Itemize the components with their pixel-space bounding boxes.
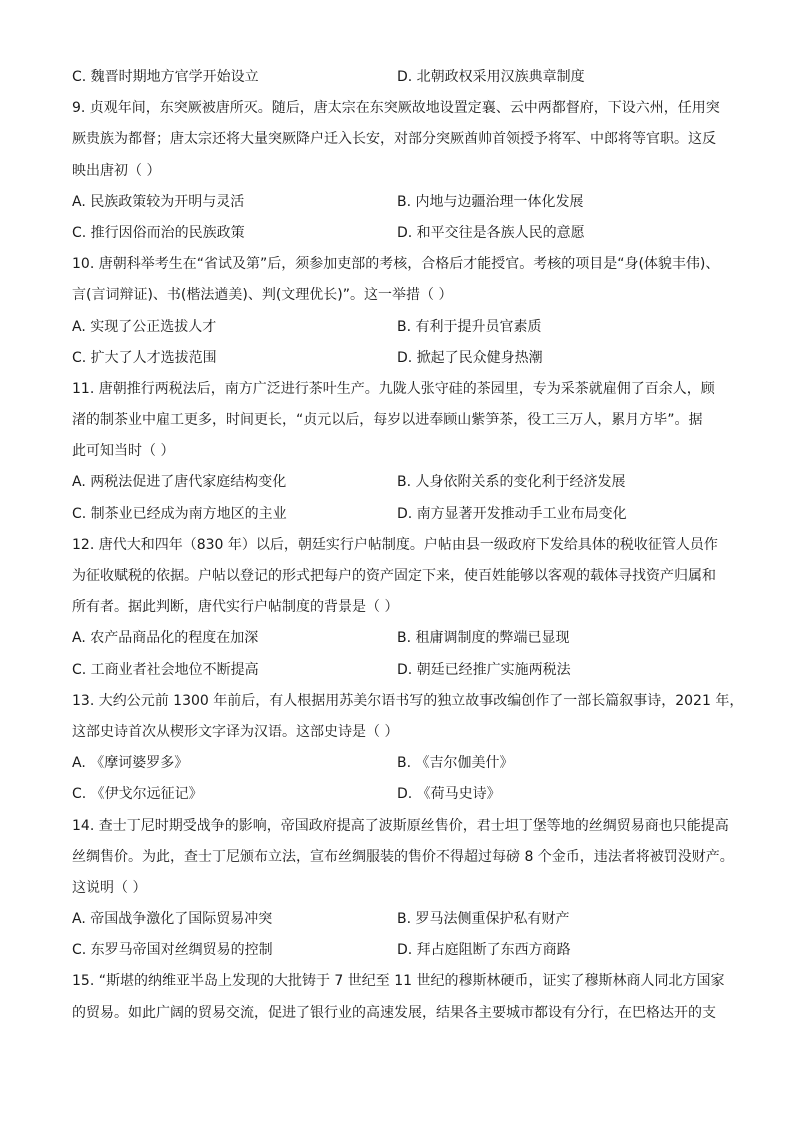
q13-option-c[interactable]: C. 《伊戈尔远征记》 (72, 786, 203, 803)
q8-option-d[interactable]: D. 北朝政权采用汉族典章制度 (397, 69, 585, 85)
q11-option-a[interactable]: A. 两税法促进了唐代家庭结构变化 (72, 474, 287, 491)
q13-options-row (72, 779, 722, 810)
q11-option-b[interactable]: B. 人身依附关系的变化利于经济发展 (397, 474, 626, 491)
q10-stem-line: 10. 唐朝科举考生在“省试及第”后，须参加吏部的考核，合格后才能授官。考核的项目是“身(体貌丰伟)、 (72, 256, 720, 273)
q10-option-d[interactable]: D. 掀起了民众健身热潮 (397, 349, 543, 366)
q12-stem-line: 为征收赋税的依据。户帖以登记的形式把每户的资产固定下来，使百姓能够以客观的载体寻找资产归属和 (72, 568, 716, 584)
q14-options-row (72, 935, 722, 966)
q11-stem-line: 渚的制茶业中雇工更多，时间更长，“贞元以后，每岁以进奉顾山紫笋茶，役工三万人，累月方毕”。据 (72, 412, 703, 429)
q9-stem-line: 厥贵族为都督；唐太宗还将大量突厥降户迁入长安，对部分突厥酋帅首领授予将军、中郎将等官职。这反 (72, 131, 716, 148)
q10-options-row (72, 343, 722, 374)
q10-stem-line: 言(言词辩证)、书(楷法遒美)、判(文理优长)”。这一举措（ ） (72, 287, 453, 304)
q10-option-a[interactable]: A. 实现了公正选拔人才 (72, 318, 217, 335)
q14-option-d[interactable]: D. 拜占庭阻断了东西方商路 (397, 942, 571, 959)
q14-stem-line: 14. 查士丁尼时期受战争的影响，帝国政府提高了波斯原丝售价，君士坦丁堡等地的丝绸贸易商也只能提高 (72, 817, 729, 834)
q14-stem-line: 这说明（ ） (72, 879, 147, 896)
q9-option-c[interactable]: C. 推行因俗而治的民族政策 (72, 224, 245, 241)
q9-option-a[interactable]: A. 民族政策较为开明与灵活 (72, 193, 245, 210)
q11-stem-line: 11. 唐朝推行两税法后，南方广泛进行茶叶生产。九陇人张守硅的茶园里，专为采茶就雇佣了百余人，顾 (72, 380, 715, 397)
q14-options-row (72, 904, 722, 935)
q12-option-b[interactable]: B. 租庸调制度的弊端已显现 (397, 630, 570, 647)
question-12 (72, 530, 722, 686)
q9-option-d[interactable]: D. 和平交往是各族人民的意愿 (397, 224, 585, 241)
q13-option-a[interactable]: A. 《摩诃婆罗多》 (72, 755, 189, 772)
q14-option-b[interactable]: B. 罗马法侧重保护私有财产 (397, 911, 570, 928)
q11-option-d[interactable]: D. 南方显著开发推动手工业布局变化 (397, 505, 627, 522)
q12-option-c[interactable]: C. 工商业者社会地位不断提高 (72, 661, 259, 678)
q13-stem-line: 这部史诗首次从楔形文字译为汉语。这部史诗是（ ） (72, 723, 399, 740)
q9-stem-line: 映出唐初（ ） (72, 162, 161, 179)
question-14 (72, 811, 734, 967)
q13-stem-line: 13. 大约公元前 1300 年前后，有人根据用苏美尔语书写的独立故事改编创作了一部长篇叙事诗，2021 年， (72, 692, 744, 709)
question-11 (72, 374, 722, 530)
q9-options-row (72, 187, 722, 218)
q12-stem-line: 所有者。据此判断，唐代实行户帖制度的背景是（ ） (72, 599, 399, 616)
q13-option-d[interactable]: D. 《荷马史诗》 (397, 786, 501, 803)
q11-options-row (72, 499, 722, 530)
q12-option-a[interactable]: A. 农产品商品化的程度在加深 (72, 630, 259, 647)
q14-stem-line: 丝绸售价。为此，查士丁尼颁布立法，宣布丝绸服装的售价不得超过每磅 8 个金币，违法者将被罚没财产。 (72, 848, 734, 865)
q11-option-c[interactable]: C. 制茶业已经成为南方地区的主业 (72, 505, 287, 522)
q15-stem-line: 15. “斯堪的纳维亚半岛上发现的大批铸于 7 世纪至 11 世纪的穆斯林硬币，证实了穆斯林商人同北方国家 (72, 973, 725, 990)
exam-page (72, 62, 744, 1029)
q10-options-row (72, 312, 722, 343)
q14-option-a[interactable]: A. 帝国战争激化了国际贸易冲突 (72, 911, 273, 928)
q13-options-row (72, 748, 722, 779)
q8-option-c[interactable]: C. 魏晋时期地方官学开始设立 (72, 69, 259, 85)
q10-option-b[interactable]: B. 有利于提升员官素质 (397, 318, 542, 335)
q13-option-b[interactable]: B. 《吉尔伽美什》 (397, 755, 514, 772)
question-13 (72, 686, 744, 811)
question-9 (72, 93, 722, 249)
q12-stem-line: 12. 唐代大和四年（830 年）以后，朝廷实行户帖制度。户帖由县一级政府下发给具体的税收征管人员作 (72, 536, 718, 553)
q9-option-b[interactable]: B. 内地与边疆治理一体化发展 (397, 193, 584, 210)
q11-options-row (72, 467, 722, 498)
q12-options-row (72, 655, 722, 686)
q15-stem-line: 的贸易。如此广阔的贸易交流，促进了银行业的高速发展，结果各主要城市都设有分行，在巴格达开的支 (72, 1004, 716, 1021)
question-15 (72, 966, 725, 1028)
q14-option-c[interactable]: C. 东罗马帝国对丝绸贸易的控制 (72, 942, 273, 959)
q11-stem-line: 此可知当时（ ） (72, 443, 175, 460)
q10-option-c[interactable]: C. 扩大了人才选拔范围 (72, 349, 217, 366)
q9-stem-line: 9. 贞观年间，东突厥被唐所灭。随后，唐太宗在东突厥故地设置定襄、云中两都督府，下设六州，任用突 (72, 100, 720, 117)
q12-options-row (72, 623, 722, 654)
q12-option-d[interactable]: D. 朝廷已经推广实施两税法 (397, 661, 571, 678)
question-10 (72, 249, 722, 374)
q8-options-row (72, 62, 722, 93)
q9-options-row (72, 218, 722, 249)
